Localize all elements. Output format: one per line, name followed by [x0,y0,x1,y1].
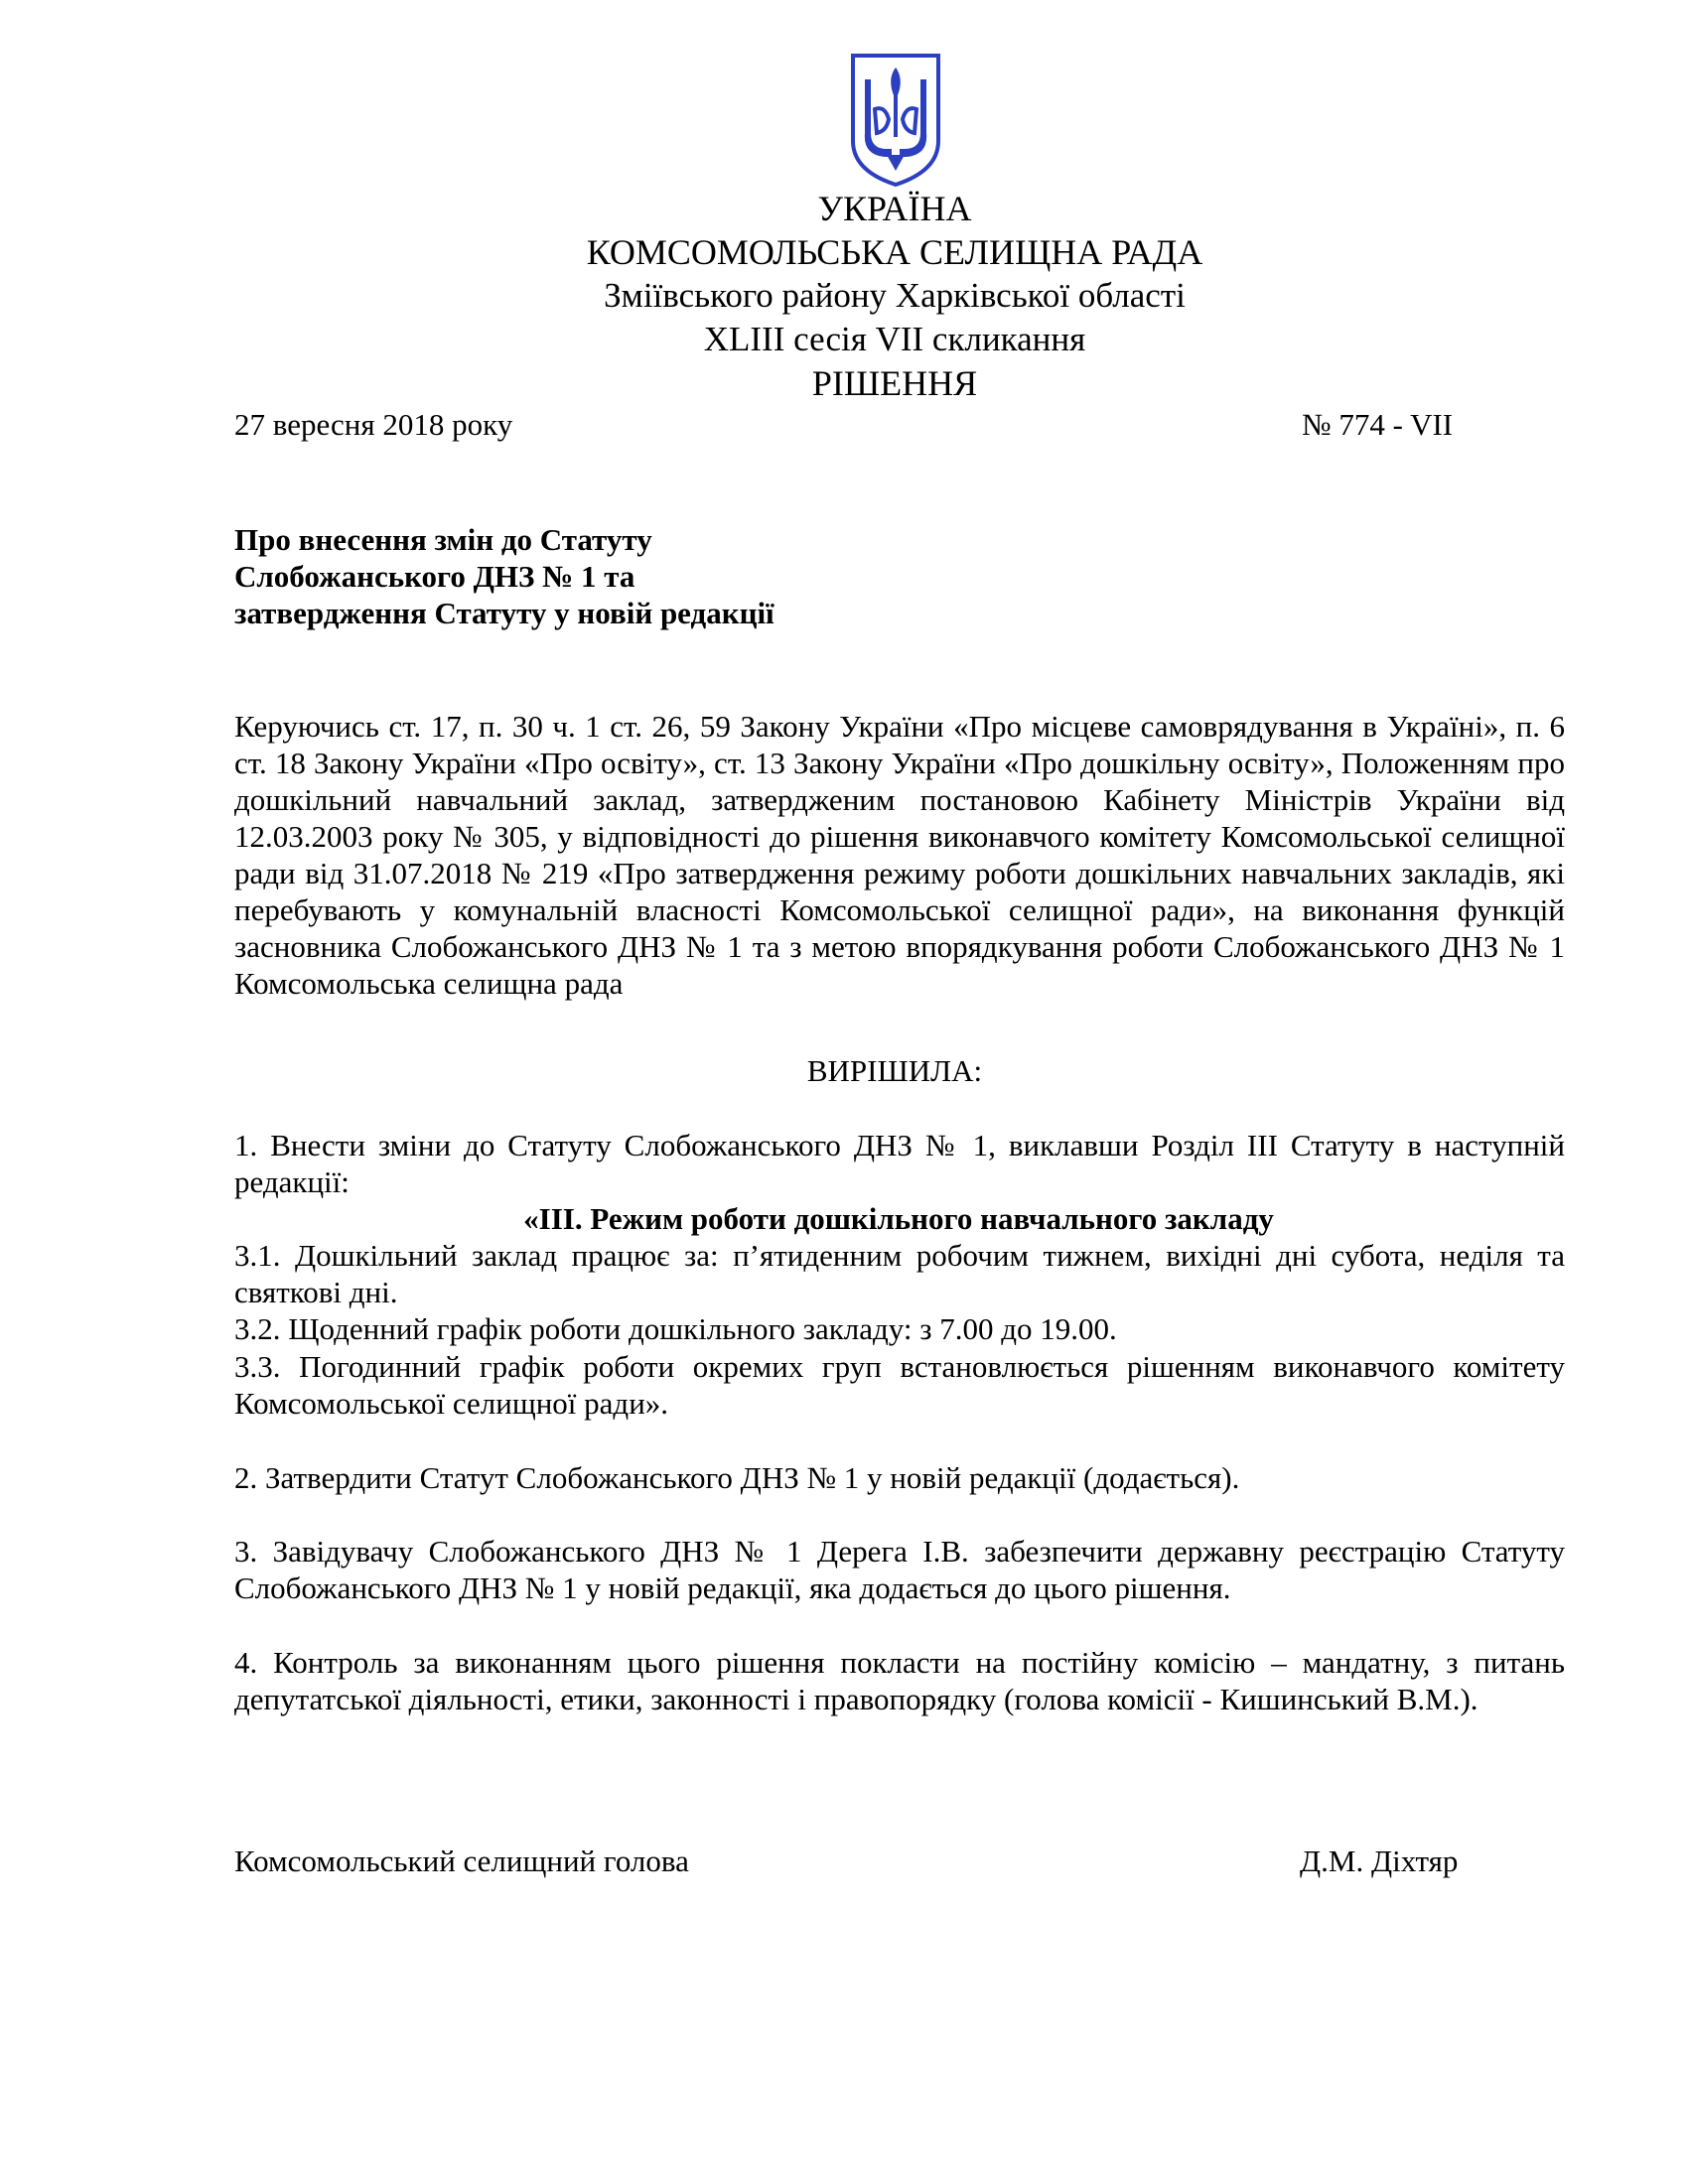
decision-item-1: 1. Внести зміни до Статуту Слобожанського ДНЗ № 1, виклавши Розділ ІІІ Статуту в наступній редакції: [234,1128,1565,1199]
signatory-name: Д.М. Діхтяр [1300,1843,1459,1878]
subject-line: затвердження Статуту у новій редакції [234,596,774,630]
decision-item-4: 4. Контроль за виконанням цього рішення покласти на постійну комісію – мандатну, з питань депутатської діяльності, етики, законності і правопорядку (голова комісії - Кишинський В.М.). [234,1645,1565,1716]
subsection-3-1: 3.1. Дошкільний заклад працює за: п’ятиденним робочим тижнем, вихідні дні субота, неділя та святкові дні. [234,1238,1565,1309]
preamble-paragraph: Керуючись ст. 17, п. 30 ч. 1 ст. 26, 59 Закону України «Про місцеве самоврядування в Україні», п. 6 ст. 18 Закону України «Про освіту», ст. 13 Закону України «Про дошкільну освіту», Положенням про дошкільний навчальний заклад, затвердженим постановою Кабінету Міністрів України від 12.03.2003 року № 305, у відповідності до рішення виконавчого комітету Комсомольської селищної ради від 31.07.2018 № 219 «Про затвердження режиму роботи дошкільних навчальних закладів, які перебувають у комунальній власності Комсомольської селищної ради», на виконання функцій засновника Слобожанського ДНЗ № 1 та з метою впорядкування роботи Слобожанського ДНЗ № 1 Комсомольська селищна рада [234,709,1565,1001]
decided-heading: ВИРІШИЛА: [806,1053,983,1088]
signatory-position: Комсомольський селищний голова [234,1843,689,1878]
subject-line: Про внесення змін до Статуту [234,522,652,557]
district-name: Зміївського району Харківської області [604,276,1186,315]
subject-line: Слобожанського ДНЗ № 1 та [234,559,635,594]
session-name: XLIII сесія VII скликання [703,320,1086,358]
document-date: 27 вересня 2018 року [234,407,513,442]
subsection-3-3: 3.3. Погодинний графік роботи окремих груп встановлюється рішенням виконавчого комітету Комсомольської селищної ради». [234,1349,1565,1421]
document-subject [234,521,774,631]
document-header [0,187,1688,405]
document-type: РІШЕННЯ [811,363,978,403]
country-name: УКРАЇНА [817,189,972,228]
document-number: № 774 - VII [1302,407,1454,442]
trident-coat-of-arms-icon [847,50,944,189]
decision-item-2: 2. Затвердити Статут Слобожанського ДНЗ № 1 у новій редакції (додається). [234,1460,1240,1495]
decision-item-3: 3. Завідувачу Слобожанського ДНЗ № 1 Дерега І.В. забезпечити державну реєстрацію Статуту Слобожанського ДНЗ № 1 у новій редакції, яка додається до цього рішення. [234,1534,1565,1605]
subsection-3-2: 3.2. Щоденний графік роботи дошкільного закладу: з 7.00 до 19.00. [234,1311,1117,1346]
section-title: «ІІІ. Режим роботи дошкільного навчального закладу [523,1201,1274,1236]
council-name: КОМСОМОЛЬСЬКА СЕЛИЩНА РАДА [586,232,1203,272]
